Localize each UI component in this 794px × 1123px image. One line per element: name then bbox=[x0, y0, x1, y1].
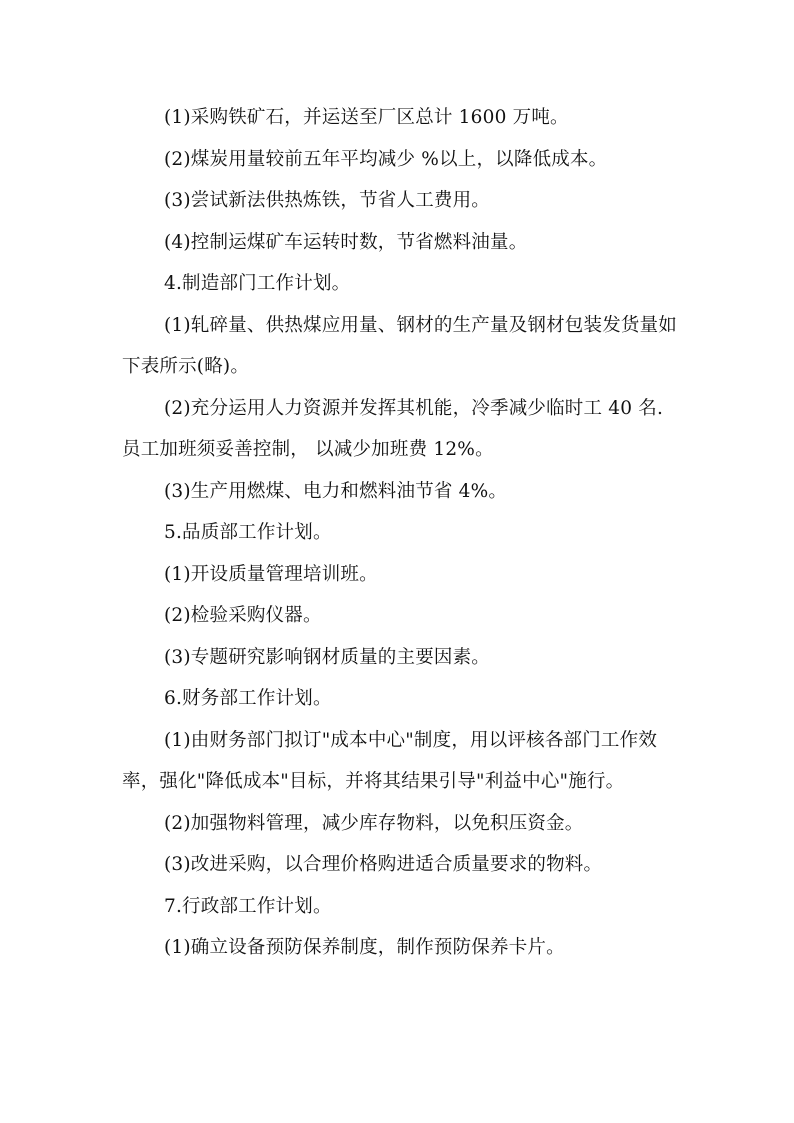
section-heading-administration: 7.行政部工作计划。 bbox=[164, 895, 332, 917]
paragraph-7: (2)充分运用人力资源并发挥其机能，冷季减少临时工 40 名.员工加班须妥善控制， 以减少加班费 12%。 bbox=[122, 397, 664, 460]
paragraph-11: (2)检验采购仪器。 bbox=[164, 605, 322, 626]
paragraph-3: (3)尝试新法供热炼铁，节省人工费用。 bbox=[164, 190, 491, 211]
section-heading-quality: 5.品质部工作计划。 bbox=[164, 522, 332, 543]
document-body bbox=[122, 97, 678, 969]
paragraph-4: (4)控制运煤矿车运转时数，节省燃料油量。 bbox=[164, 231, 528, 253]
paragraph-1: (1)采购铁矿石，并运送至厂区总计 1600 万吨。 bbox=[164, 107, 569, 128]
paragraph-6: (1)轧碎量、供热煤应用量、钢材的生产量及钢材包装发货量如下表所示(略)。 bbox=[122, 314, 678, 377]
section-heading-finance: 6.财务部工作计划。 bbox=[164, 688, 332, 709]
section-heading-manufacturing: 4.制造部门工作计划。 bbox=[164, 273, 351, 294]
paragraph-18: (1)确立设备预防保养制度，制作预防保养卡片。 bbox=[164, 937, 565, 958]
paragraph-8: (3)生产用燃煤、电力和燃料油节省 4%。 bbox=[164, 480, 508, 502]
paragraph-15: (2)加强物料管理，减少库存物料，以免积压资金。 bbox=[164, 812, 584, 834]
paragraph-16: (3)改进采购，以合理价格购进适合质量要求的物料。 bbox=[164, 854, 603, 875]
paragraph-14: (1)由财务部门拟订"成本中心"制度，用以评核各部门工作效率，强化"降低成本"目标，并将其结果引导"利益中心"施行。 bbox=[122, 729, 658, 792]
paragraph-10: (1)开设质量管理培训班。 bbox=[164, 563, 378, 585]
paragraph-2: (2)煤炭用量较前五年平均减少 %以上，以降低成本。 bbox=[164, 148, 608, 170]
paragraph-12: (3)专题研究影响钢材质量的主要因素。 bbox=[164, 646, 491, 668]
